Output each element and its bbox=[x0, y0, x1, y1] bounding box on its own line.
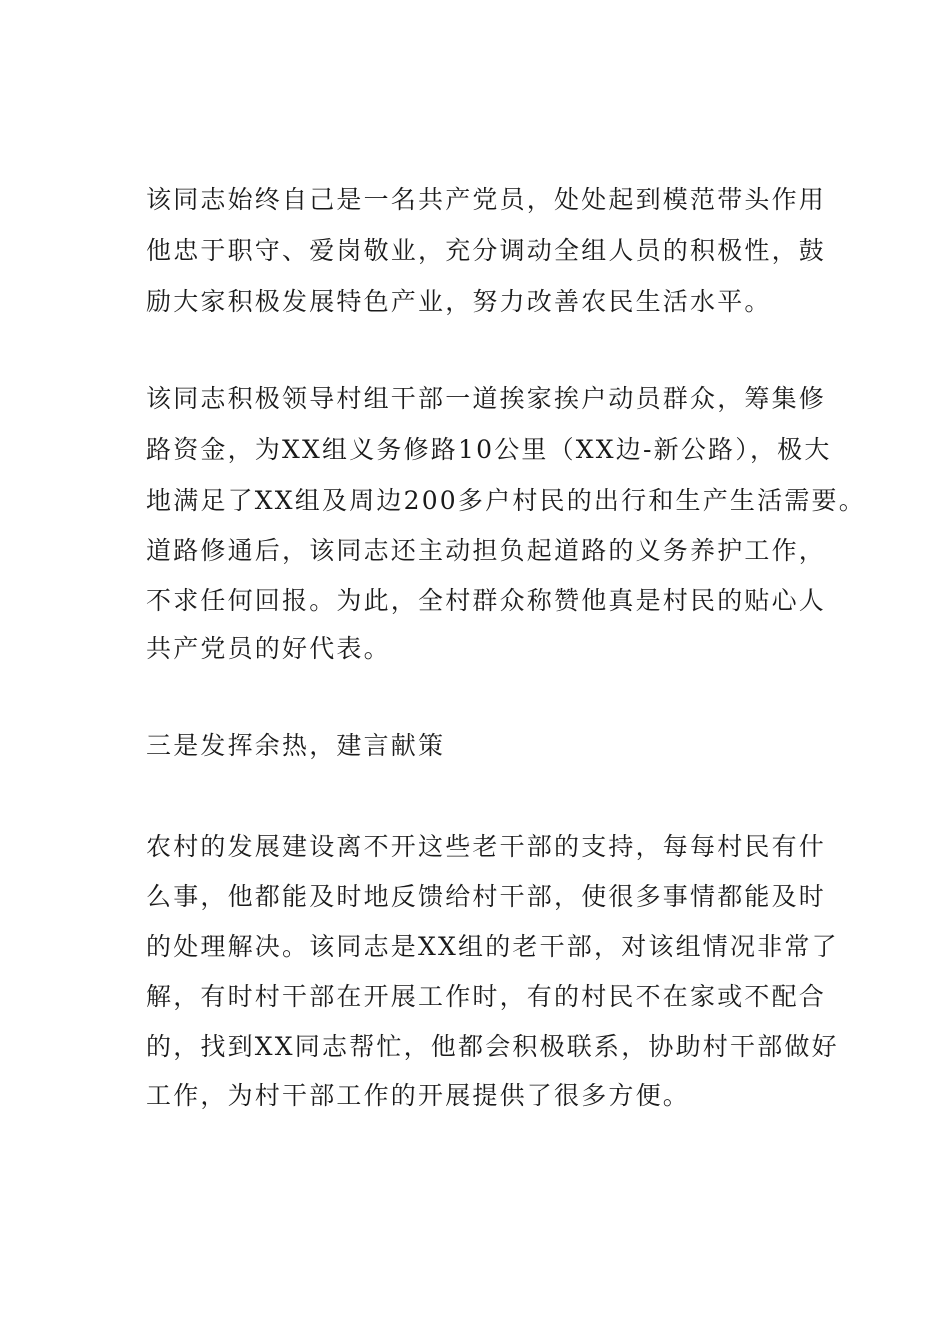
paragraph-3-line-2: 么事，他都能及时地反馈给村干部，使很多事情都能及时 bbox=[146, 882, 827, 911]
paragraph-2-line-4: 道路修通后，该同志还主动担负起道路的义务养护工作， bbox=[146, 536, 827, 565]
paragraph-2-line-2: 路资金，为XX组义务修路10公里（XX边-新公路），极大 bbox=[146, 435, 832, 464]
paragraph-3-line-1: 农村的发展建设离不开这些老干部的支持，每每村民有什 bbox=[146, 832, 827, 861]
paragraph-2-line-6: 共产党员的好代表。 bbox=[146, 634, 391, 663]
paragraph-1-line-2: 他忠于职守、爱岗敬业，充分调动全组人员的积极性，鼓 bbox=[146, 236, 827, 265]
paragraph-3-line-6: 工作，为村干部工作的开展提供了很多方便。 bbox=[146, 1081, 691, 1110]
paragraph-1-line-1: 该同志始终自己是一名共产党员，处处起到模范带头作用 bbox=[146, 185, 827, 214]
section-heading: 三是发挥余热，建言献策 bbox=[146, 731, 446, 760]
paragraph-3-line-3: 的处理解决。该同志是XX组的老干部，对该组情况非常了 bbox=[146, 932, 839, 961]
paragraph-2-line-3: 地满足了XX组及周边200多户村民的出行和生产生活需要。 bbox=[146, 486, 866, 515]
paragraph-3-line-5: 的，找到XX同志帮忙，他都会积极联系，协助村干部做好 bbox=[146, 1032, 839, 1061]
paragraph-2-line-1: 该同志积极领导村组干部一道挨家挨户动员群众，筹集修 bbox=[146, 384, 827, 413]
paragraph-2-line-5: 不求任何回报。为此，全村群众称赞他真是村民的贴心人 bbox=[146, 586, 827, 615]
paragraph-3-line-4: 解，有时村干部在开展工作时，有的村民不在家或不配合 bbox=[146, 982, 827, 1011]
paragraph-1-line-3: 励大家积极发展特色产业，努力改善农民生活水平。 bbox=[146, 287, 772, 316]
